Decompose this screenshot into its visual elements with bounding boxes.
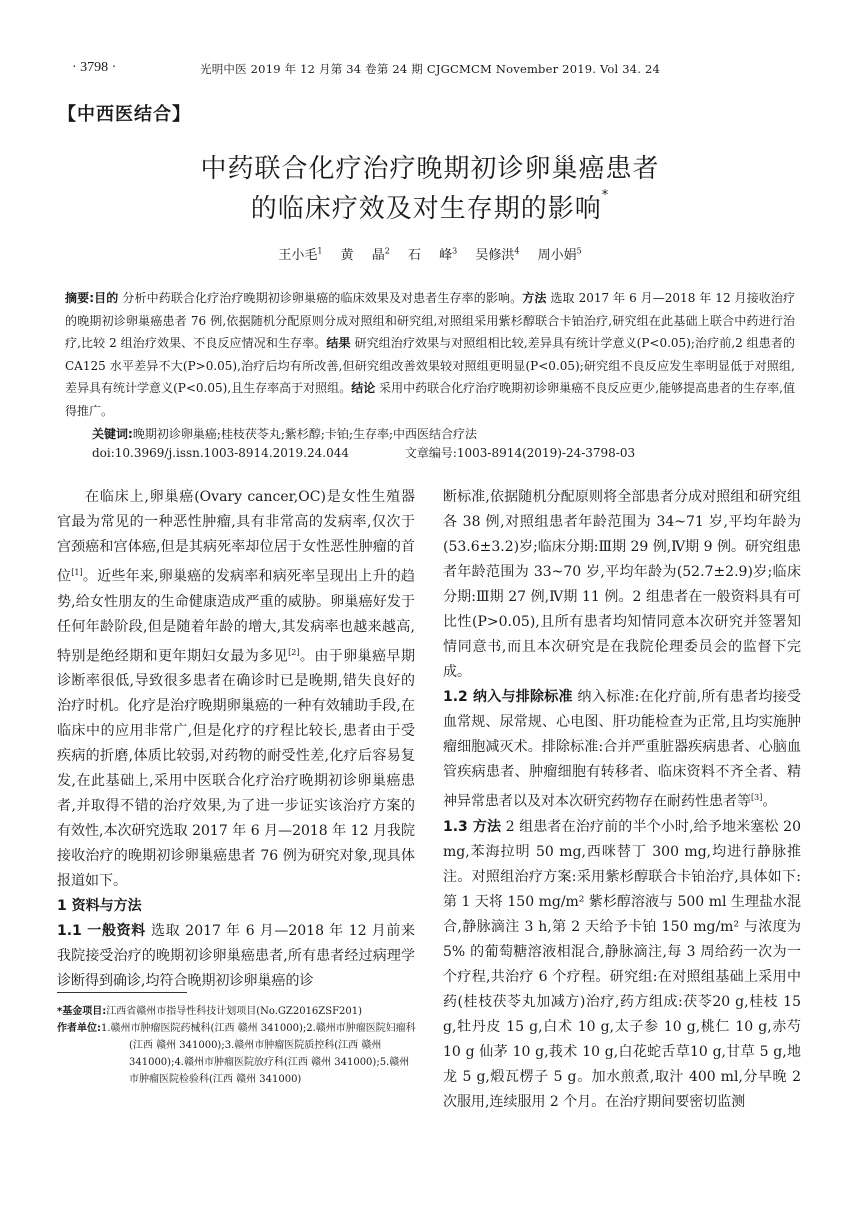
subsection-1-2: 1.2 纳入与排除标准 纳入标准:在化疗前,所有患者均接受血常规、尿常规、心电图、肝功能检查为正常,且均实施肿瘤细胞减灭术。排除标准:合并严重脏器疾病患者、心脑血管疾病患者、肿瘤细胞有转移者、临床资料不齐全者、精神异常患者以及对本次研究药物存在耐药性患者等[3]。 <box>443 689 801 810</box>
article-title-line2 <box>0 188 860 225</box>
author: 周小娟$^5$ <box>537 246 582 263</box>
conclusion-text: 采用中药联合化疗治疗晚期初诊卵巢癌不良反应更少,能够提高患者的生存率,值得推广。 <box>65 381 795 418</box>
doi: doi:10.3969/j.issn.1003-8914.2019.24.044 <box>92 446 349 460</box>
section-heading-1: 1 资料与方法 <box>57 898 142 915</box>
doi-line <box>92 444 792 461</box>
running-header <box>60 58 800 82</box>
author: 吴修洪$^4$ <box>475 246 520 263</box>
page-number: · 3798 · <box>72 60 117 75</box>
journal-info: 光明中医 2019 年 12 月第 34 卷第 24 期 CJGCMCM November 2019. Vol 34. 24 <box>200 62 661 76</box>
keywords <box>92 423 792 445</box>
result-text: 研究组治疗效果与对照组相比较,差异具有统计学意义(P<0.05);治疗前,2 组患者的 CA125 水平差异不大(P>0.05),治疗后均有所改善,但研究组改善效果较对照组更明显(P<0.05);研究组不良反应发生率明显低于对照组,差异具有统计学意义(P<0.05),且生存率高于对照组。 <box>65 336 795 395</box>
paragraph: 断标准,依据随机分配原则将全部患者分成对照组和研究组各 38 例,对照组患者年龄范围为 34~71 岁,平均年龄为(53.6±3.2)岁;临床分期:Ⅲ期 29 例,Ⅳ期 9 例。研究组患者年龄范围为 33~70 岁,平均年龄为(52.7±2.9)岁;临床分期:Ⅲ期 27 例,Ⅳ期 11 例。2 组患者在一般资料具有可比性(P>0.05),且所有患者均知情同意本次研究并签署知情同意书,而且本次研究是在我院伦理委员会的监督下完成。 <box>443 489 801 680</box>
subsection-1-1: 1.1 一般资料 选取 2017 年 6 月—2018 年 12 月前来我院接受治疗的晚期初诊卵巢癌患者,所有患者经过病理学诊断得到确诊,均符合晚期初诊卵巢癌的诊 <box>57 923 415 990</box>
footnote-divider <box>57 992 187 993</box>
subsection-1-3: 1.3 方法 2 组患者在治疗前的半个小时,给予地米塞松 20 mg,苯海拉明 50 mg,西咪替丁 300 mg,均进行静脉推注。对照组治疗方案:采用紫杉醇联合卡铂治疗,具体如下:第 1 天将 150 mg/m² 紫杉醇溶液与 500 ml 生理盐水混合,静脉滴注 3 h,第 2 天给予卡铂 150 mg/m² 与浓度为 5% 的葡萄糖溶液相混合,静脉滴注,每 3 周给药一次为一个疗程,共治疗 6 个疗程。研究组:在对照组基础上采用中药(桂枝茯苓丸加减方)治疗,药方组成:茯苓20 g,桂枝 15 g,牡丹皮 15 g,白术 10 g,太子参 10 g,桃仁 10 g,赤芍 10 g 仙茅 10 g,莪术 10 g,白花蛇舌草10 g,甘草 5 g,地龙 5 g,煅瓦楞子 5 g。加水煎煮,取汁 400 ml,分早晚 2 次服用,连续服用 2 个月。在治疗期间要密切监测 <box>443 818 801 1110</box>
article-number: 文章编号:1003-8914(2019)-24-3798-03 <box>404 446 636 460</box>
article-title-line1 <box>0 148 860 185</box>
section-tag: 【中西医结合】 <box>58 104 191 125</box>
author: 石 峰$^3$ <box>407 246 458 263</box>
abstract <box>65 287 795 422</box>
fund-note: *基金项目:江西省赣州市指导性科技计划项目(No.GZ2016ZSF201) <box>57 1006 363 1017</box>
citation: [1] <box>71 568 83 577</box>
keywords-text: 晚期初诊卵巢癌;桂枝茯苓丸;紫杉醇;卡铂;生存率;中西医结合疗法 <box>132 427 478 441</box>
subsection-label: 1.1 一般资料 <box>57 923 146 940</box>
body-left-column <box>57 485 415 994</box>
fund-mark: * <box>601 188 610 203</box>
citation: [3] <box>751 793 763 802</box>
conclusion-label: 结论 <box>351 381 376 395</box>
author: 王小毛$^1$ <box>278 246 323 263</box>
author-list <box>0 244 860 263</box>
result-label: 结果 <box>326 336 351 350</box>
purpose-text: 分析中药联合化疗治疗晚期初诊卵巢癌的临床效果及对患者生存率的影响。 <box>118 291 523 305</box>
author: 黄 晶$^2$ <box>340 246 390 263</box>
intro-paragraph: 在临床上,卵巢癌(Ovary cancer,OC)是女性生殖器官最为常见的一种恶性肿瘤,具有非常高的发病率,仅次于宫颈癌和宫体癌,但是其病死率却位居于女性恶性肿瘤的首位[1]。近些年来,卵巢癌的发病率和病死率呈现出上升的趋势,给女性朋友的生命健康造成严重的威胁。卵巢癌好发于任何年龄阶段,但是随着年龄的增大,其发病率也越来越高,特别是绝经期和更年期妇女最为多见[2]。由于卵巢癌早期诊断率很低,导致很多患者在确诊时已是晚期,错失良好的治疗时机。化疗是治疗晚期卵巢癌的一种有效辅助手段,在临床中的应用非常广,但是化疗的疗程比较长,患者由于受疾病的折磨,体质比较弱,对药物的耐受性差,化疗后容易复发,在此基础上,采用中医联合化疗治疗晚期初诊卵巢癌患者,并取得不错的治疗效果,为了进一步证实该治疗方案的有效性,本次研究选取 2017 年 6 月—2018 年 12 月我院接收治疗的晚期初诊卵巢癌患者 76 例为研究对象,现具体报道如下。 <box>57 489 416 890</box>
keywords-label: 关键词: <box>92 427 133 441</box>
title-text-1: 中药联合化疗治疗晚期初诊卵巢癌患者 <box>200 154 660 184</box>
purpose-label: 目的 <box>94 291 119 305</box>
title-text-2: 的临床疗效及对生存期的影响 <box>250 194 602 224</box>
citation: [2] <box>288 647 300 657</box>
method-label: 方法 <box>522 291 547 305</box>
subsection-label: 1.3 方法 <box>443 818 502 835</box>
body-right-column <box>443 485 801 1115</box>
subsection-label: 1.2 纳入与排除标准 <box>443 689 573 705</box>
abstract-label: 摘要: <box>65 291 95 305</box>
footnote <box>57 1003 417 1088</box>
author-units: 作者单位:1.赣州市肿瘤医院药械科(江西 赣州 341000);2.赣州市肿瘤医院妇瘤科(江西 赣州 341000);3.赣州市肿瘤医院质控科(江西 赣州 341000);4.赣州市肿瘤医院放疗科(江西 赣州 341000);5.赣州市肿瘤医院检验科(江西 赣州 341000) <box>57 1023 416 1085</box>
method-text: 选取 2017 年 6 月—2018 年 12 月接收治疗的晚期初诊卵巢癌患者 76 例,依据随机分配原则分成对照组和研究组,对照组采用紫杉醇联合卡铂治疗,研究组在此基础上联合中药进行治疗,比较 2 组治疗效果、不良反应情况和生存率。 <box>65 291 795 350</box>
